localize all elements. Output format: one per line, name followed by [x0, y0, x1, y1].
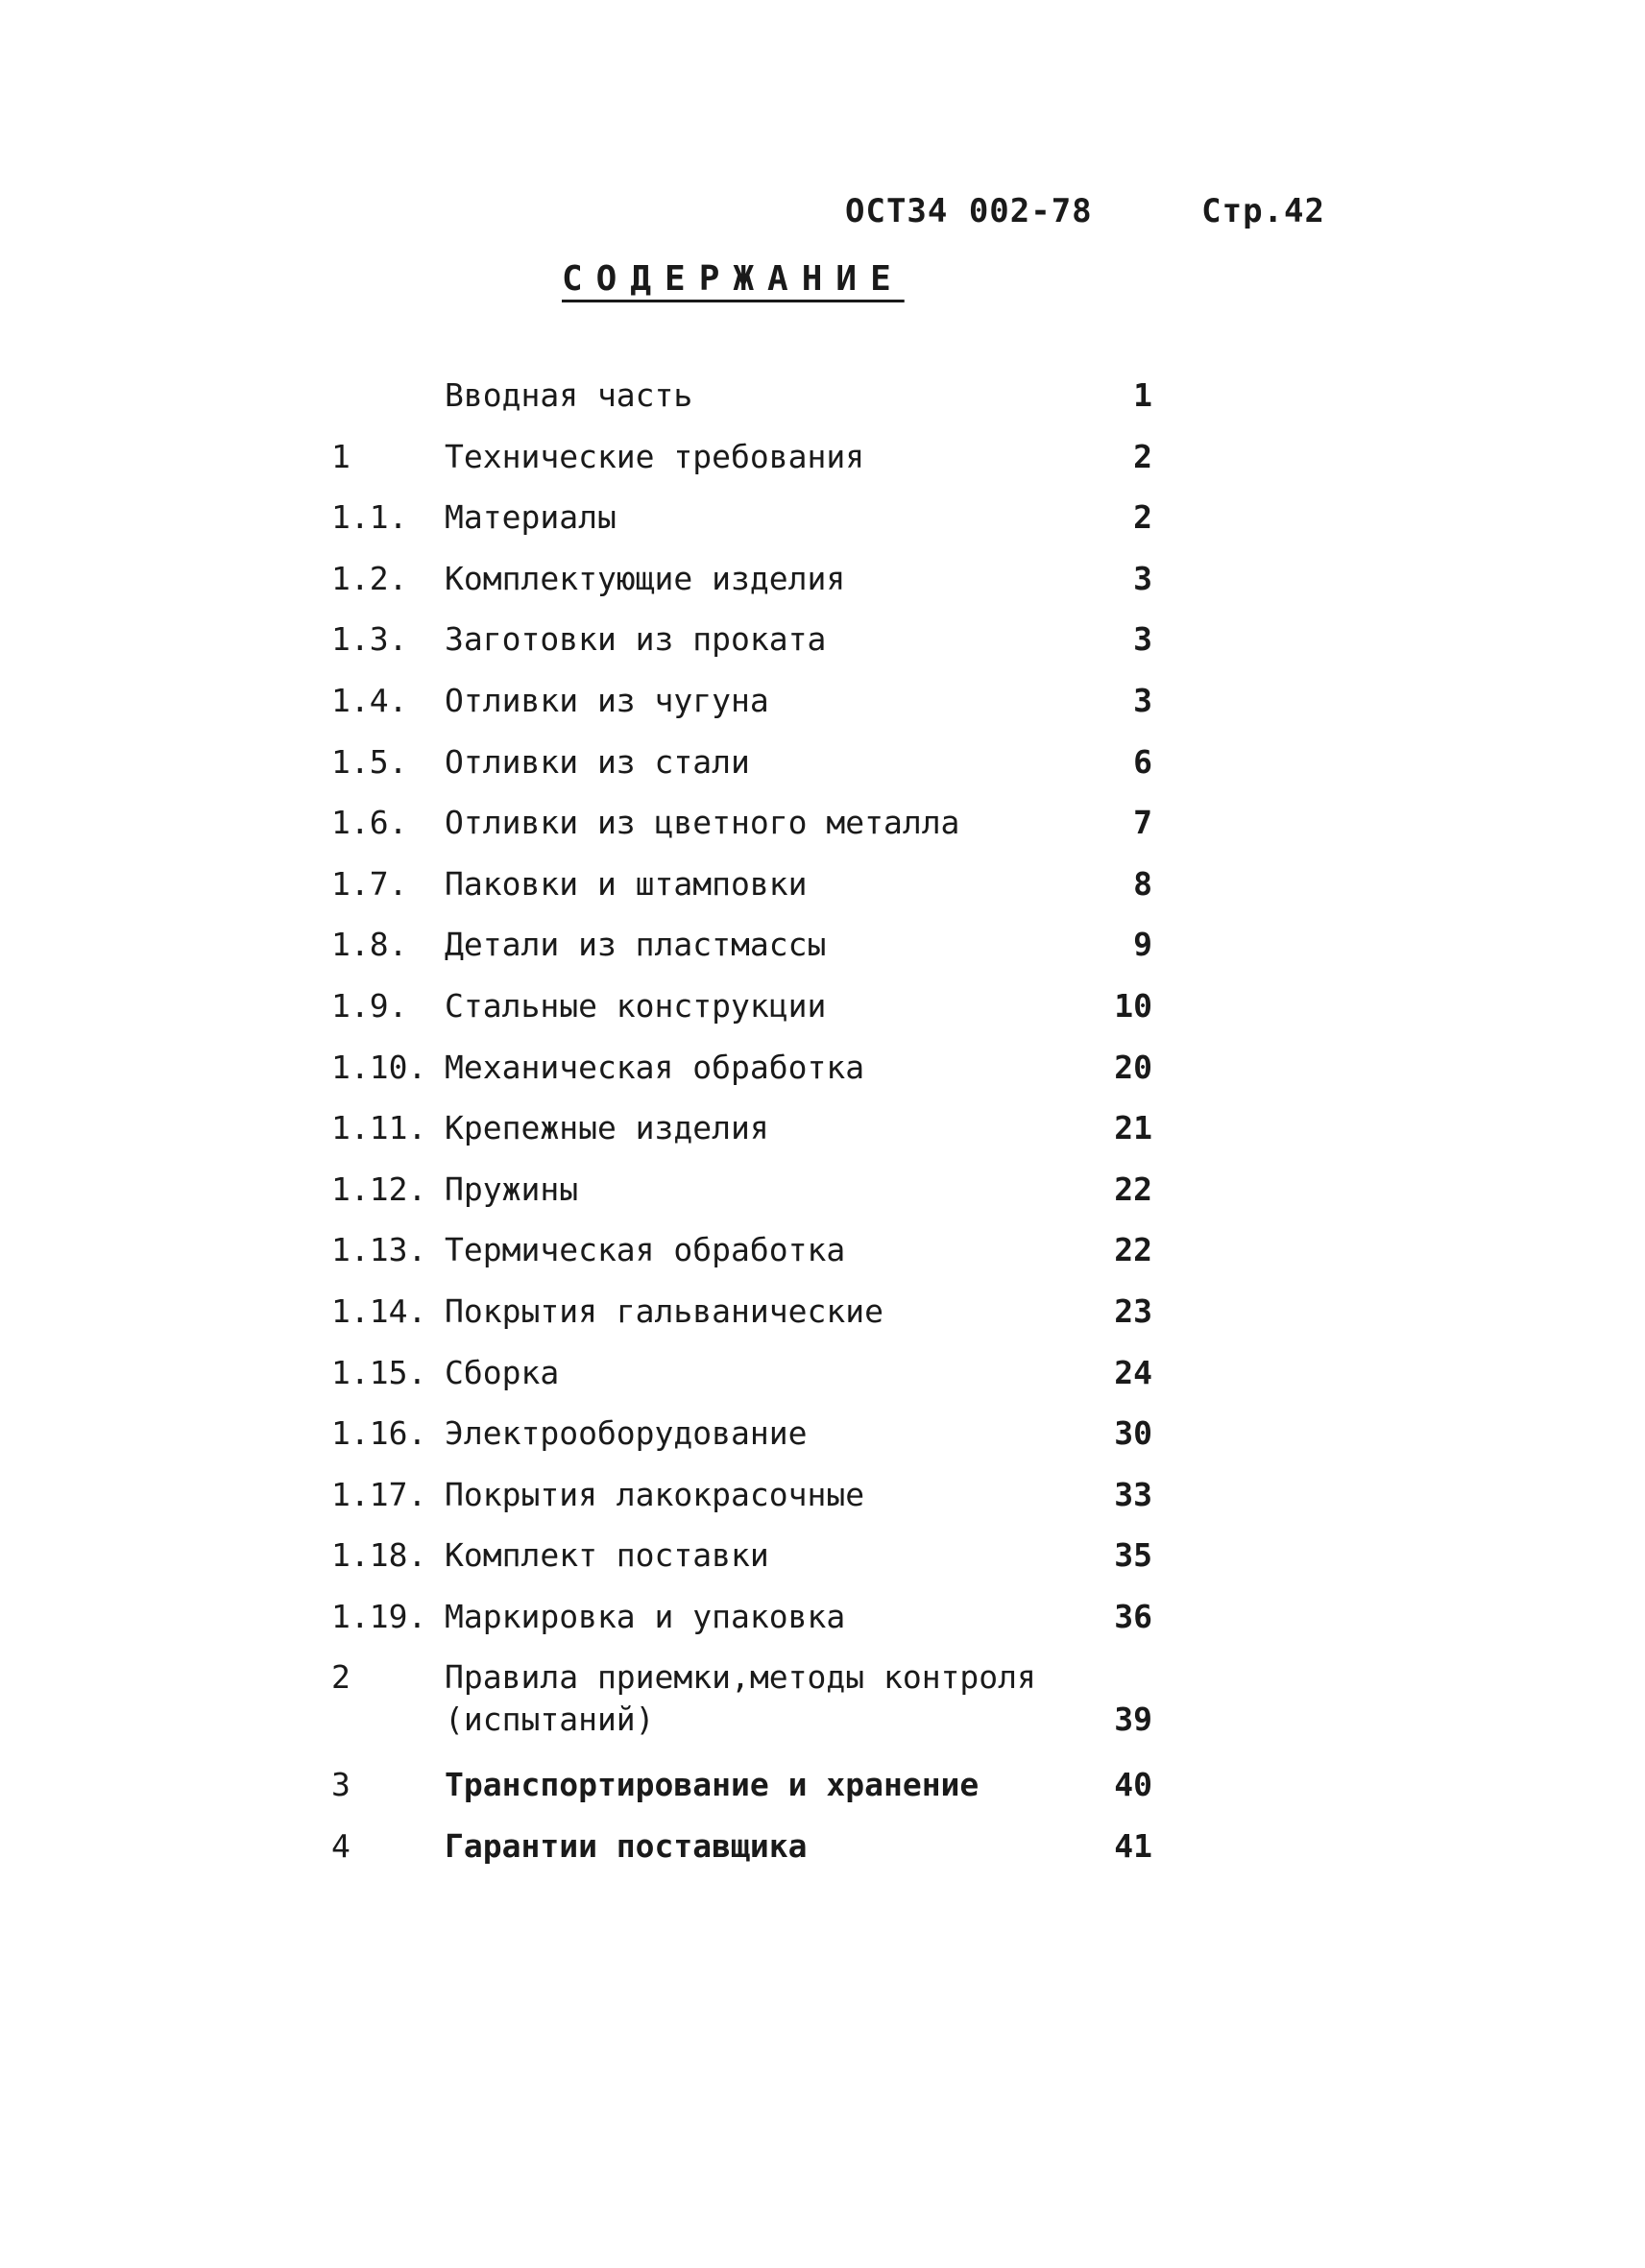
toc-title: Отливки из чугуна — [445, 681, 769, 719]
toc-title: Сборка — [445, 1353, 560, 1391]
toc-row — [331, 924, 1152, 985]
document-code: ОСТ34 002-78 — [845, 192, 1093, 230]
toc-row — [331, 1229, 1152, 1291]
toc-page: 36 — [1114, 1597, 1152, 1635]
toc-number: 1.1. — [331, 498, 408, 537]
toc-title: Комплект поставки — [445, 1536, 769, 1575]
toc-row — [331, 985, 1152, 1047]
toc-page: 2 — [1133, 498, 1152, 537]
toc-title: Детали из пластмассы — [445, 926, 827, 964]
toc-row — [331, 618, 1152, 680]
toc-title: Пружины — [445, 1170, 579, 1208]
toc-row — [331, 1656, 1152, 1764]
toc-number: 1.2. — [331, 559, 408, 597]
toc-title: Комплектующие изделия — [445, 559, 846, 597]
toc-number: 1.3. — [331, 620, 408, 659]
toc-title: Крепежные изделия — [445, 1109, 769, 1147]
page-title: СОДЕРЖАНИЕ — [562, 259, 905, 299]
toc-row — [331, 1291, 1152, 1352]
toc-number: 1 — [331, 437, 351, 475]
toc-number: 1.4. — [331, 681, 408, 719]
toc-page: 23 — [1114, 1291, 1152, 1330]
toc-number: 1.6. — [331, 804, 408, 842]
toc-title: Гарантии поставщика — [445, 1827, 808, 1866]
toc-page: 6 — [1133, 742, 1152, 781]
toc-number: 1.10. — [331, 1048, 427, 1086]
toc-number: 1.15. — [331, 1353, 427, 1391]
toc-title: Покрытия лакокрасочные — [445, 1475, 865, 1513]
toc-number: 1.8. — [331, 926, 408, 964]
page-header — [845, 192, 1325, 230]
toc-number: 4 — [331, 1827, 351, 1866]
toc-page: 8 — [1133, 864, 1152, 903]
toc-title: Стальные конструкции — [445, 986, 827, 1025]
toc-title: Транспортирование и хранение — [445, 1766, 980, 1804]
toc-page: 40 — [1114, 1766, 1152, 1804]
toc-number: 1.12. — [331, 1170, 427, 1208]
toc-page: 39 — [1114, 1701, 1152, 1739]
toc-number: 1.19. — [331, 1597, 427, 1635]
toc-row — [331, 1412, 1152, 1474]
toc-row — [331, 496, 1152, 558]
toc-row — [331, 1047, 1152, 1108]
toc-title: Отливки из цветного металла — [445, 804, 960, 842]
toc-row — [331, 680, 1152, 741]
toc-title: Механическая обработка — [445, 1048, 865, 1086]
toc-title: Заготовки из проката — [445, 620, 827, 659]
toc-number: 3 — [331, 1766, 351, 1804]
toc-page: 41 — [1114, 1827, 1152, 1866]
toc-page: 9 — [1133, 926, 1152, 964]
toc-row — [331, 1764, 1152, 1825]
toc-row — [331, 1474, 1152, 1535]
toc-row — [331, 558, 1152, 619]
toc-title: Технические требования — [445, 437, 865, 475]
toc-page: 10 — [1114, 986, 1152, 1025]
toc-page: 22 — [1114, 1170, 1152, 1208]
toc-title: Отливки из стали — [445, 742, 750, 781]
toc-row — [331, 374, 1152, 436]
toc-page: 3 — [1133, 681, 1152, 719]
toc-page: 21 — [1114, 1109, 1152, 1147]
toc-title: Правила приемки,методы контроля (испытаний) — [445, 1658, 1036, 1739]
toc-page: 7 — [1133, 804, 1152, 842]
toc-page: 22 — [1114, 1231, 1152, 1269]
table-of-contents — [331, 374, 1152, 1887]
toc-number: 1.5. — [331, 742, 408, 781]
toc-number: 1.18. — [331, 1536, 427, 1575]
page-number: Стр.42 — [1201, 192, 1325, 230]
toc-page: 33 — [1114, 1475, 1152, 1513]
toc-title: Маркировка и упаковка — [445, 1597, 846, 1635]
toc-number: 1.13. — [331, 1231, 427, 1269]
toc-row — [331, 863, 1152, 925]
toc-page: 3 — [1133, 559, 1152, 597]
toc-page: 3 — [1133, 620, 1152, 659]
toc-row — [331, 1825, 1152, 1887]
toc-page: 20 — [1114, 1048, 1152, 1086]
toc-title: Электрооборудование — [445, 1414, 808, 1453]
toc-number: 1.17. — [331, 1475, 427, 1513]
toc-number: 2 — [331, 1658, 351, 1697]
toc-row — [331, 1107, 1152, 1169]
toc-page: 1 — [1133, 376, 1152, 414]
toc-row — [331, 802, 1152, 863]
toc-number: 1.11. — [331, 1109, 427, 1147]
toc-number: 1.16. — [331, 1414, 427, 1453]
toc-number: 1.14. — [331, 1291, 427, 1330]
toc-page: 30 — [1114, 1414, 1152, 1453]
toc-page: 35 — [1114, 1536, 1152, 1575]
toc-row — [331, 741, 1152, 803]
toc-title: Покрытия гальванические — [445, 1291, 883, 1330]
toc-row — [331, 1596, 1152, 1657]
toc-number: 1.7. — [331, 864, 408, 903]
toc-page: 2 — [1133, 437, 1152, 475]
toc-row — [331, 1169, 1152, 1230]
toc-title: Вводная часть — [445, 376, 693, 414]
toc-number: 1.9. — [331, 986, 408, 1025]
toc-row — [331, 1352, 1152, 1413]
toc-row — [331, 1534, 1152, 1596]
toc-title: Термическая обработка — [445, 1231, 846, 1269]
toc-row — [331, 436, 1152, 497]
toc-title: Материалы — [445, 498, 617, 537]
toc-title: Паковки и штамповки — [445, 864, 808, 903]
toc-page: 24 — [1114, 1353, 1152, 1391]
